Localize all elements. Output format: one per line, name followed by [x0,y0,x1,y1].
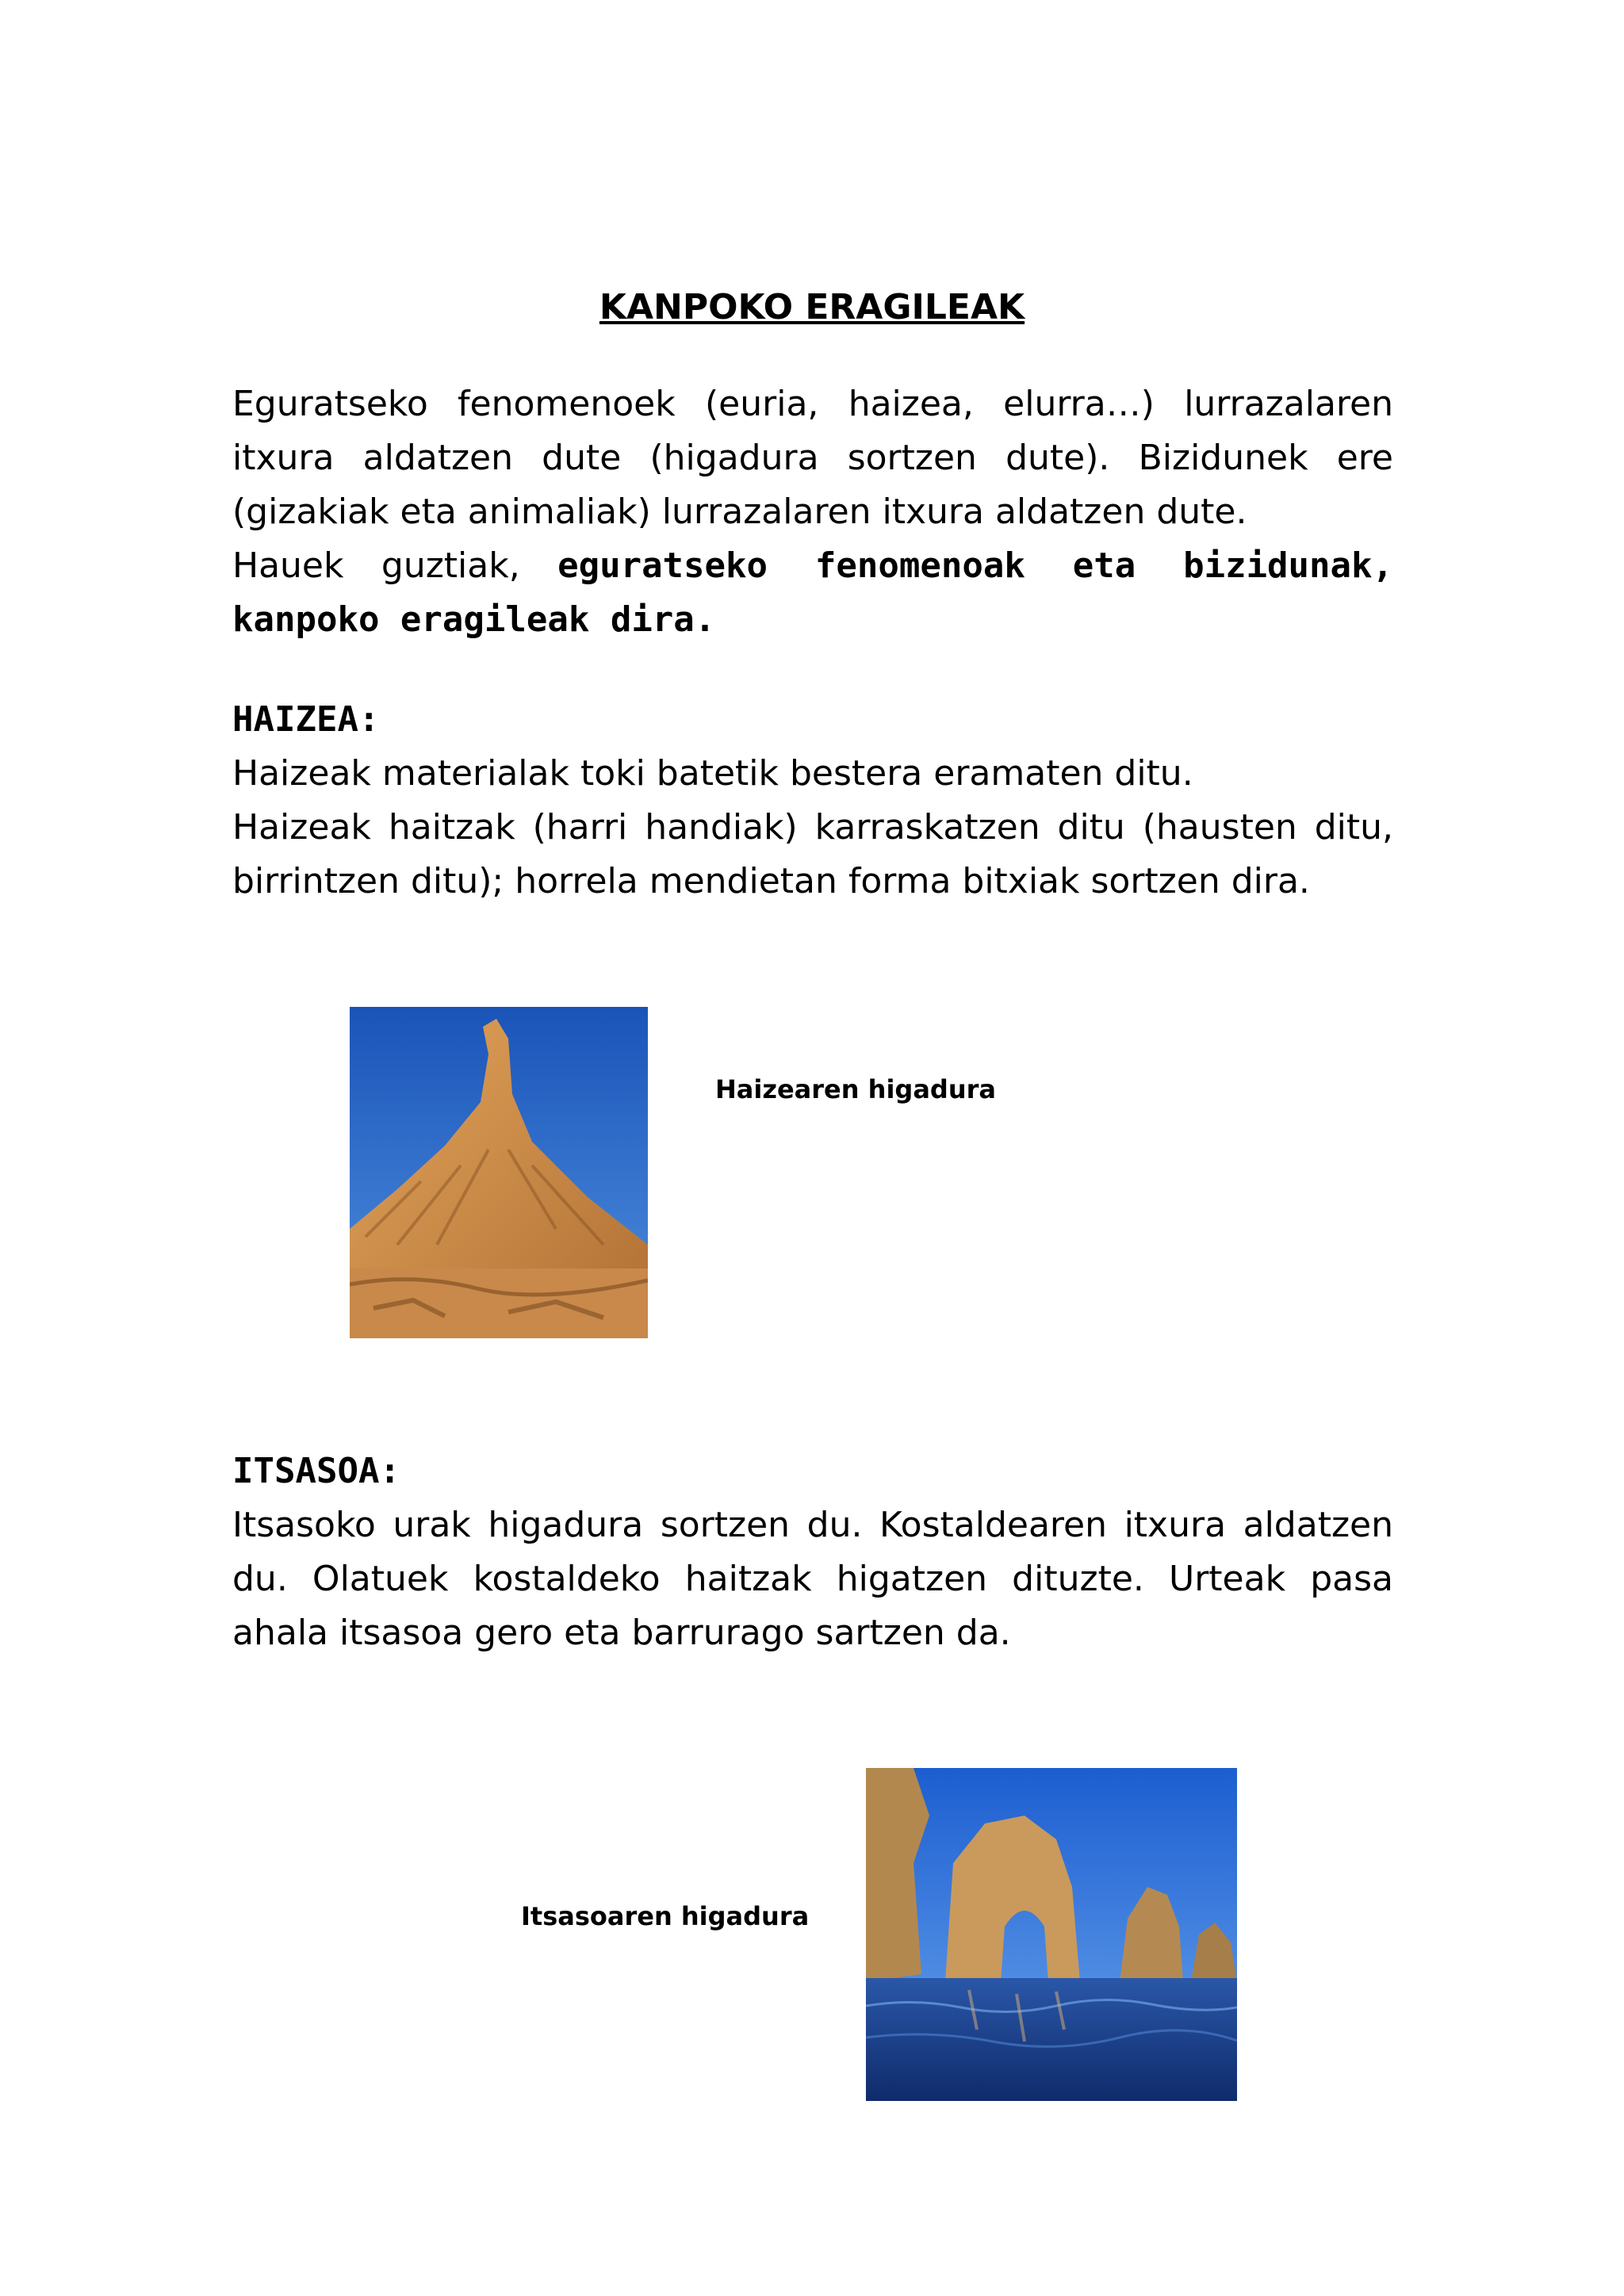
sea-erosion-caption: Itsasoaren higadura [521,1901,810,1931]
intro-text: Eguratseko fenomenoek (euria, haizea, elurra…) lurrazalaren itxura aldatzen dute (higadura sortzen dute). Bizidunek ere (gizakiak eta animaliak) lurrazalaren itxura aldatzen dute. [232,384,1393,532]
intro-summary-plain: Hauek guztiak, [232,545,558,586]
wind-erosion-photo [350,1007,648,1338]
intro-summary-bold: eguratseko fenomenoak eta bizidunak, kanpoko eragileak dira. [232,545,1393,640]
sea-erosion-photo [866,1768,1237,2101]
page-title: KANPOKO ERAGILEAK [599,287,1025,327]
haizea-line-1: Haizeak materialak toki batetik bestera eramaten ditu. [232,753,1193,794]
intro-paragraph [232,377,1393,647]
haizea-heading: HAIZEA: [232,699,380,740]
itsasoa-paragraph: Itsasoko urak higadura sortzen du. Kostaldearen itxura aldatzen du. Olatuek kostaldeko haitzak higatzen dituzte. Urteak pasa ahala itsasoa gero eta barrurago sartzen da. [232,1505,1393,1653]
haizea-line-2: Haizeak haitzak (harri handiak) karraskatzen ditu (hausten ditu, birrintzen ditu); horrela mendietan forma bitxiak sortzen dira. [232,807,1393,901]
wind-erosion-caption: Haizearen higadura [715,1074,996,1104]
haizea-paragraph [232,747,1393,909]
itsasoa-heading: ITSASOA: [232,1451,400,1491]
